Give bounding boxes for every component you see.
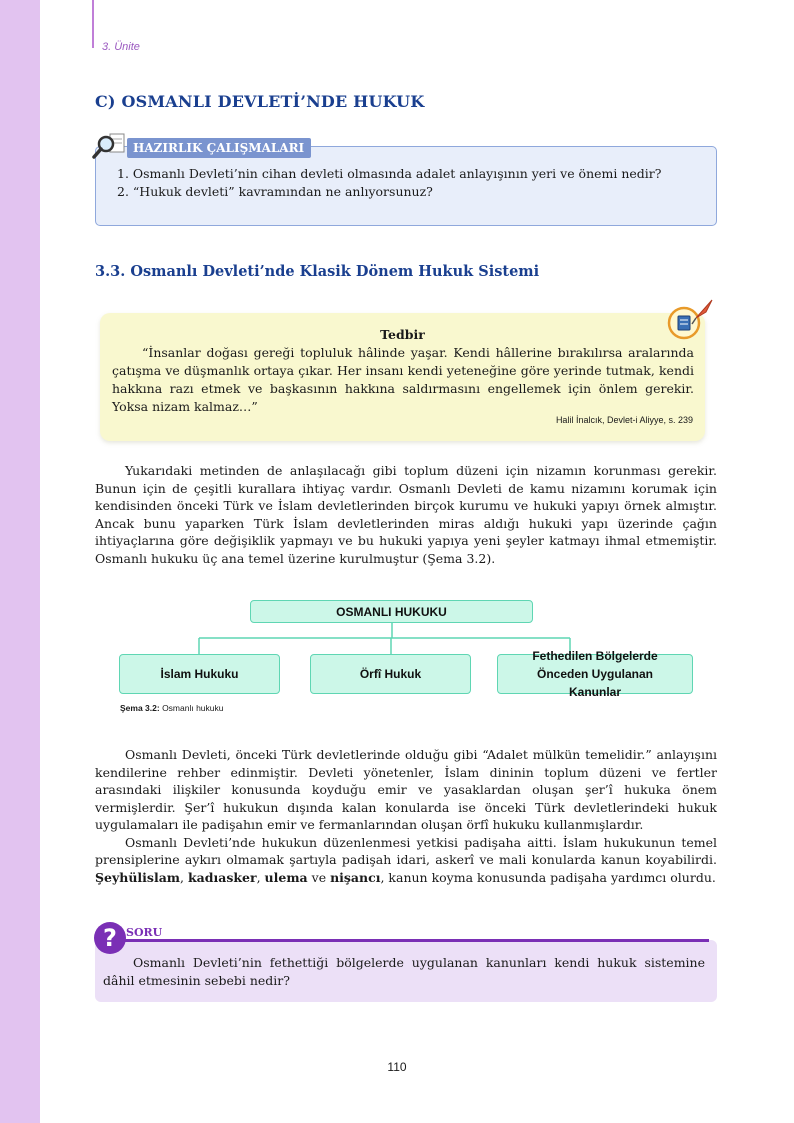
preparation-question: 1. Osmanlı Devleti’nin cihan devleti olmasında adalet anlayışının yeri ve önemi nedir? — [117, 166, 662, 181]
section-title: 3.3. Osmanlı Devleti’nde Klasik Dönem Hukuk Sistemi — [95, 263, 540, 280]
preparation-questions — [117, 165, 661, 201]
left-sidebar-band — [0, 0, 40, 1123]
paragraph-2: Osmanlı Devleti, önceki Türk devletlerinde olduğu gibi “Adalet mülkün temelidir.” anlayışını kendilerine rehber edinmiştir. Devleti yönetenler, İslam dininin toplum düzeni ve fertler arasındaki ilişkiler konusunda koyduğu emir ve yasaklardan oluşan şer’î hukuka önem vermişlerdir. Şer’î hukukun dışında kalan konularda ise önceki Türk devletlerindeki hukuk uygulamaları ile padişahın emir ve fermanlarından oluşan örfî hukuku kullanmışlardır. — [95, 747, 717, 832]
separator: , — [256, 869, 265, 885]
question-text: Osmanlı Devleti’nin fethettiği bölgelerde uygulanan kanunları kendi hukuk sistemine dâhil etmesinin sebebi nedir? — [103, 955, 705, 988]
quote-title: Tedbir — [380, 327, 425, 342]
page-number: 110 — [387, 1060, 407, 1074]
page-title: C) OSMANLI DEVLETİ’NDE HUKUK — [95, 92, 425, 111]
question-text-block — [103, 954, 705, 990]
caption-text: Osmanlı hukuku — [159, 703, 224, 713]
diagram-root-node: OSMANLI HUKUKU — [250, 600, 533, 623]
term-kadiasker: kadıasker — [187, 869, 257, 885]
unit-label: 3. Ünite — [102, 41, 140, 53]
question-mark-icon: ? — [94, 922, 126, 954]
quote-source: Halil İnalcık, Devlet-i Aliyye, s. 239 — [555, 415, 693, 425]
term-seyhulislam: Şeyhülislam — [95, 869, 181, 885]
diagram-node-islam: İslam Hukuku — [119, 654, 280, 694]
question-label: SORU — [126, 926, 163, 939]
paragraph-3-part: , kanun koyma konusunda padişaha yardımcı olurdu. — [380, 869, 716, 885]
quote-text: “İnsanlar doğası gereği topluluk hâlinde yaşar. Kendi hâllerine bırakılırsa aralarında çatışma ve düşmanlık ortaya çıkar. Her insanı kendi yeteneğine göre yerinde tutmak, kendi hakkına razı etmek ve başkasının hakkına saldırmasını engellemek için önlem gerekir. Yoksa nizam kalmaz…” — [112, 345, 694, 414]
paragraph-block — [95, 462, 717, 567]
book-quill-icon — [666, 298, 714, 340]
magnifier-icon — [92, 132, 126, 160]
paragraph-3 — [95, 834, 717, 887]
diagram-caption — [120, 703, 223, 713]
term-nisanci: nişancı — [330, 869, 381, 885]
term-ulema: ulema — [264, 869, 308, 885]
diagram-node-orfi: Örfî Hukuk — [310, 654, 471, 694]
caption-label: Şema 3.2: — [120, 703, 160, 713]
separator: , — [180, 869, 188, 885]
preparation-tab: HAZIRLIK ÇALIŞMALARI — [127, 138, 311, 158]
paragraph-3-part: Osmanlı Devleti’nde hukukun düzenlenmesi yetkisi padişaha aitti. İslam hukukunun temel prensiplerine aykırı olmamak şartıyla padişah idari, askerî ve mali konularda kanun koyabilirdi. — [95, 834, 717, 867]
quote-text-block — [112, 344, 694, 416]
paragraph-block — [95, 746, 717, 886]
preparation-question: 2. “Hukuk devleti” kavramından ne anlıyorsunuz? — [117, 184, 433, 199]
diagram-node-fethedilen: Fethedilen Bölgelerde Önceden Uygulanan Kanunlar — [497, 654, 693, 694]
quote-box — [100, 313, 705, 441]
paragraph-1: Yukarıdaki metinden de anlaşılacağı gibi toplum düzeni için nizamın korunması gerekir. Bunun için de çeşitli kurallara ihtiyaç vardır. Osmanlı Devleti de kamu nizamını korumak için kendisinden önceki Türk ve İslam devletlerinden birçok kurumu ve hukuki yapıyı örnek almıştır. Ancak bunu yaparken Türk İslam devletlerinden miras aldığı hukuki yapı üzerinde çağın ihtiyaçlarına göre değişiklik yapmayı ve bu hukuki yapıya yeni şeyler katmayı ihmal etmemiştir. Osmanlı hukuku üç ana temel üzerine kurulmuştur (Şema 3.2). — [95, 463, 717, 566]
question-header-line — [95, 939, 709, 942]
separator: ve — [307, 869, 331, 885]
unit-divider-line — [92, 0, 94, 48]
